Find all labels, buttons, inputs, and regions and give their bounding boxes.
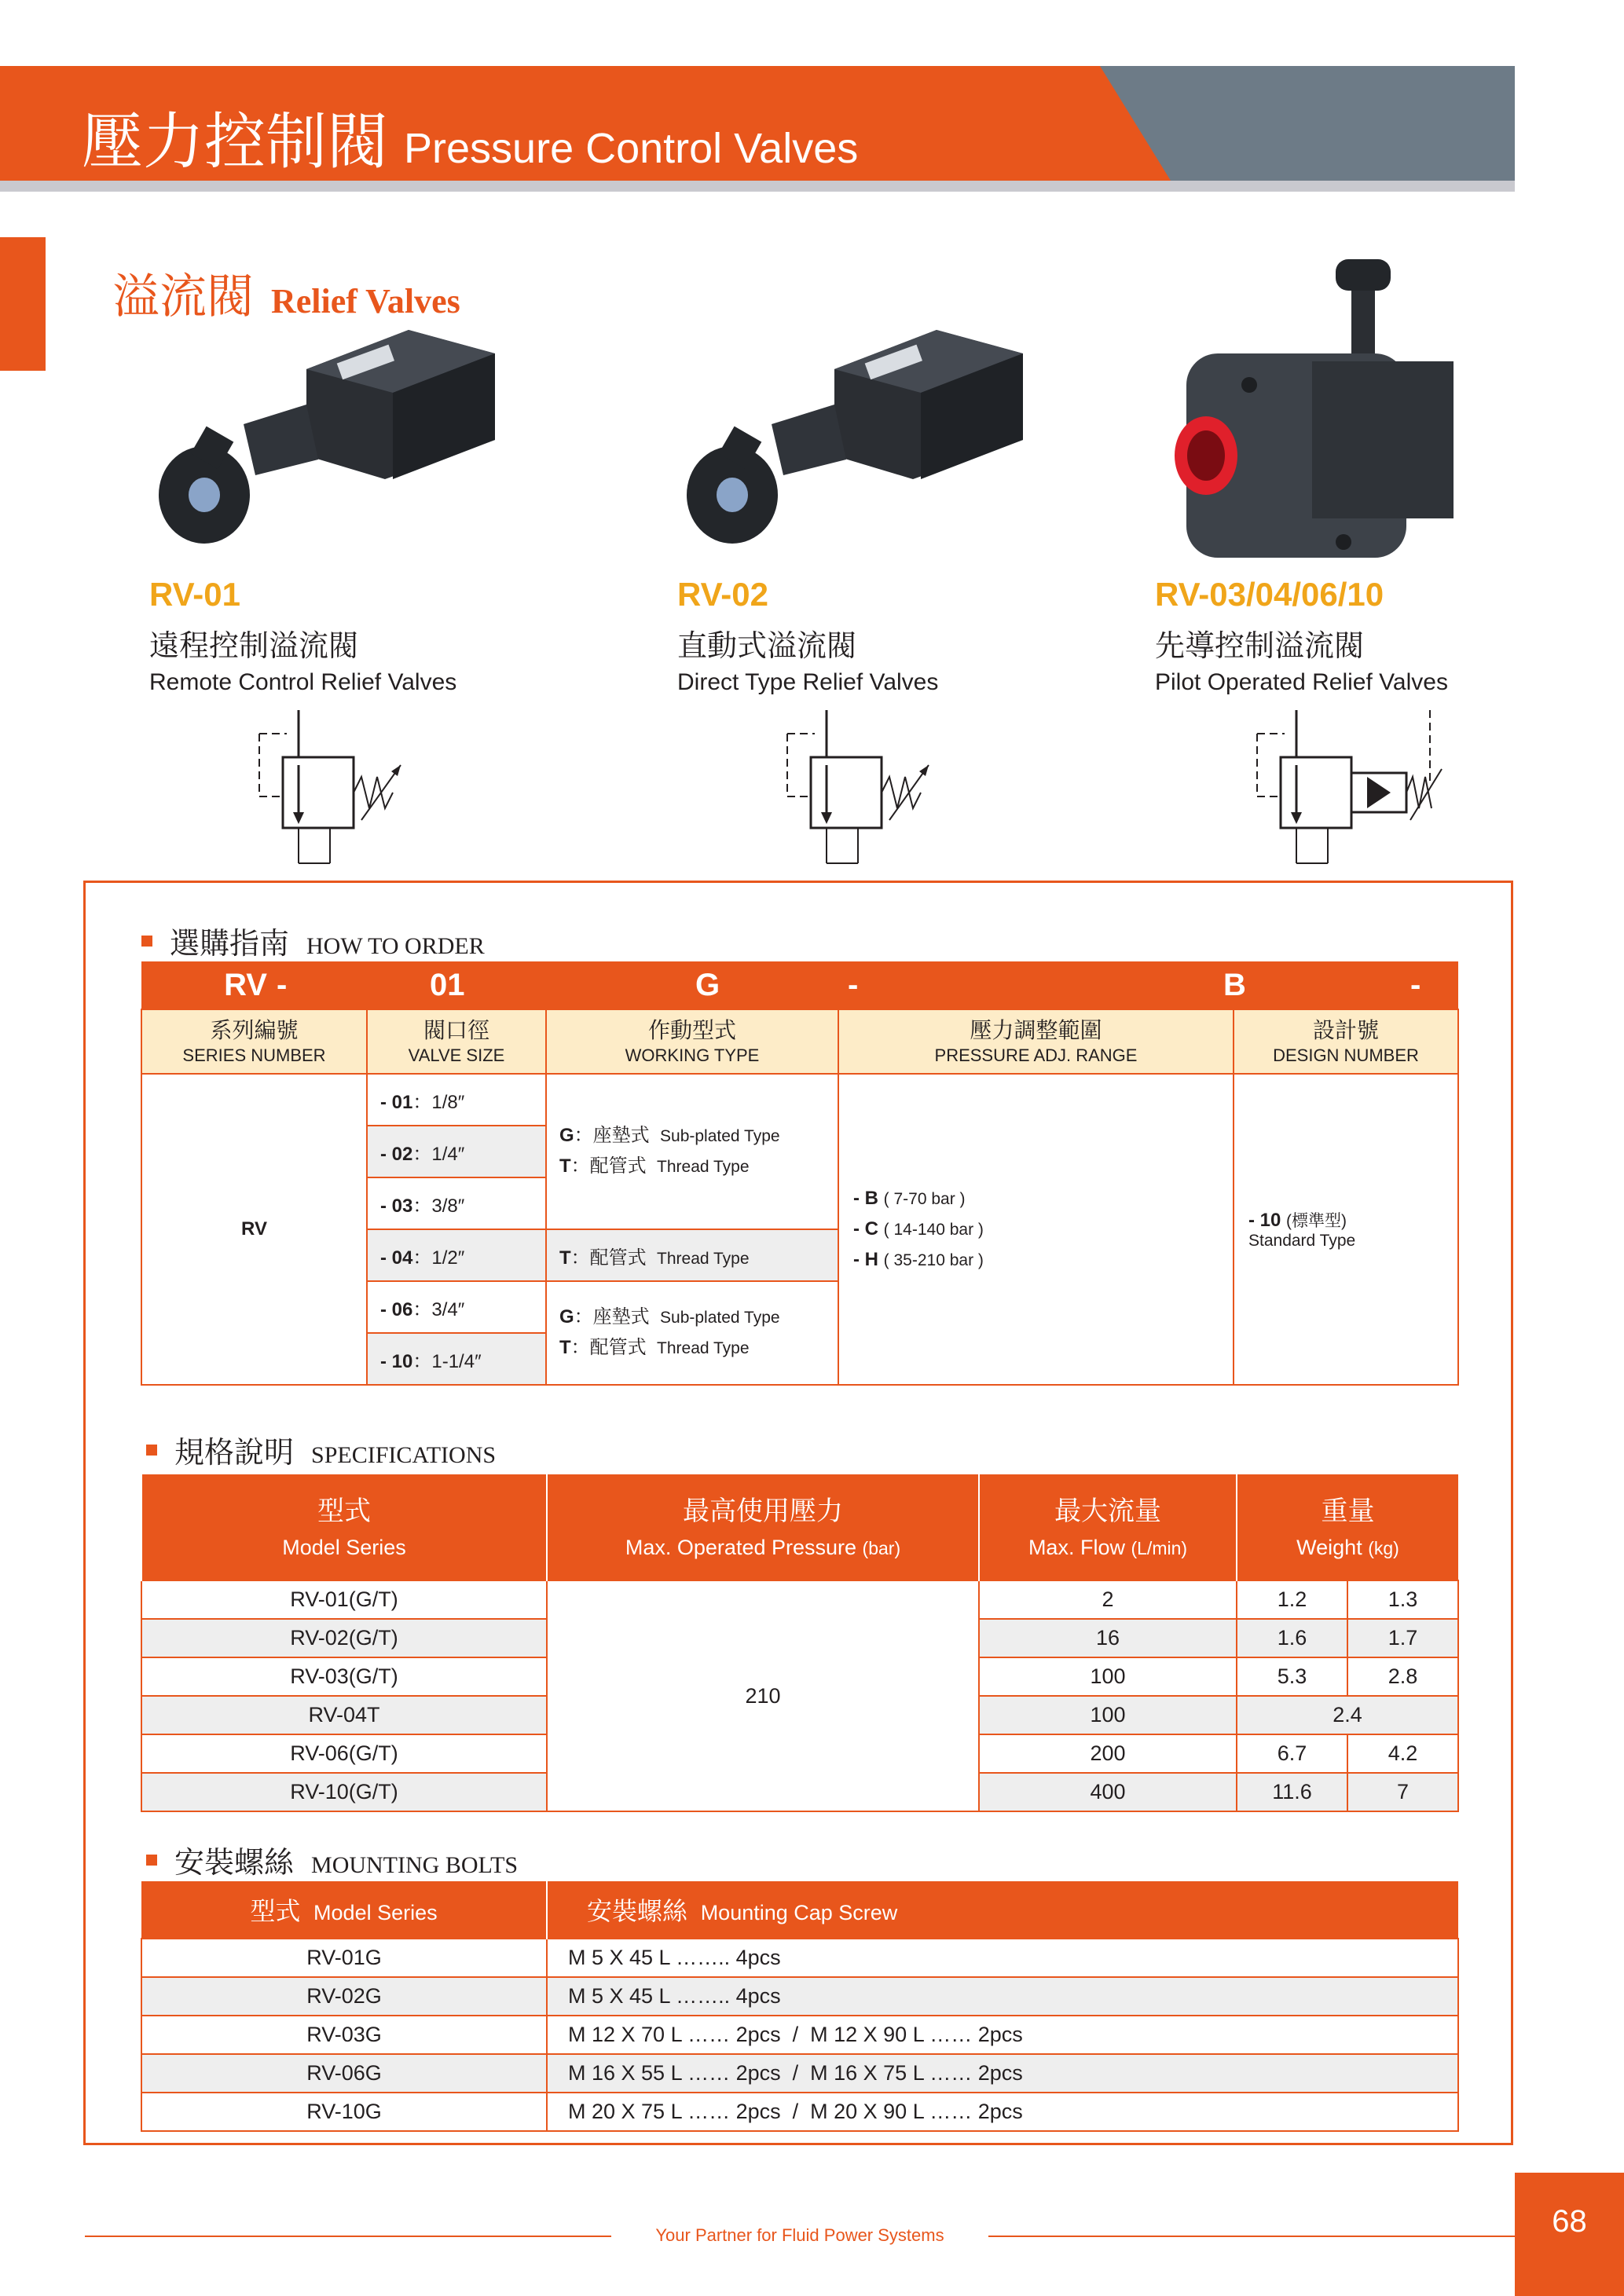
- product-name-cn: 先導控制溢流閥: [1155, 628, 1365, 663]
- label-series: 系列編號 SERIES NUMBER: [141, 1009, 367, 1074]
- spec-col-model: 型式 Model Series: [141, 1474, 547, 1580]
- heading-en: SPECIFICATIONS: [311, 1442, 497, 1468]
- design-option: - 10 (標準型) Standard Type: [1234, 1074, 1458, 1385]
- section-title-cn: 溢流閥: [112, 269, 254, 324]
- side-tab: [0, 237, 46, 371]
- table-row: RV-06(G/T) 200 6.7 4.2: [141, 1734, 1458, 1773]
- table-row: RV-10(G/T) 400 11.6 7: [141, 1773, 1458, 1811]
- code-dash: -: [277, 967, 288, 1002]
- table-row: RV-02G M 5 X 45 L …….. 4pcs: [141, 1977, 1458, 2016]
- order-table: [141, 961, 1548, 1386]
- table-row: RV-06G M 16 X 55 L …… 2pcs / M 16 X 75 L …… 2pcs: [141, 2054, 1458, 2093]
- bolts-table: [141, 1881, 1459, 2132]
- type-options-g-t: G：座墊式 Sub-plated Type T：配管式 Thread Type: [546, 1074, 838, 1229]
- code-pressure: B: [1223, 967, 1246, 1002]
- heading-en: MOUNTING BOLTS: [311, 1852, 519, 1878]
- header-rule: [0, 181, 1515, 192]
- valve-rv03-photo-icon: [1155, 236, 1516, 566]
- table-row: RV-03(G/T) 100 5.3 2.8: [141, 1657, 1458, 1696]
- bullet-square-icon: [146, 1855, 157, 1866]
- spec-col-weight: 重量 Weight (kg): [1237, 1474, 1458, 1580]
- hydraulic-symbol-icon: [740, 710, 944, 867]
- heading-cn: 規格說明: [174, 1435, 295, 1470]
- code-dash: -: [1410, 967, 1421, 1002]
- hydraulic-symbol-icon: [1210, 710, 1446, 867]
- hydraulic-symbol-icon: [212, 710, 416, 867]
- size-option: - 04：1/2″: [367, 1229, 546, 1281]
- heading-en: HOW TO ORDER: [306, 933, 485, 959]
- heading-cn: 選購指南: [170, 926, 290, 961]
- product-code: RV-02: [677, 576, 768, 613]
- series-value: RV: [141, 1074, 367, 1385]
- code-series: RV: [224, 967, 267, 1002]
- label-design: 設計號 DESIGN NUMBER: [1234, 1009, 1458, 1074]
- spec-table: [141, 1474, 1459, 1812]
- product-name-en: Direct Type Relief Valves: [677, 669, 939, 695]
- type-options-g-t: G：座墊式 Sub-plated Type T：配管式 Thread Type: [546, 1281, 838, 1385]
- code-type: G: [695, 967, 720, 1002]
- order-code-row: [141, 961, 1458, 1009]
- table-row: RV-02(G/T) 16 1.6 1.7: [141, 1619, 1458, 1657]
- spec-header-row: [141, 1474, 1458, 1580]
- page-title-en: Pressure Control Valves: [404, 125, 859, 172]
- spec-pressure-value: 210: [547, 1580, 979, 1811]
- product-name-en: Pilot Operated Relief Valves: [1155, 669, 1448, 695]
- label-pressure: 壓力調整範圍 PRESSURE ADJ. RANGE: [838, 1009, 1234, 1074]
- size-option: - 03：3/8″: [367, 1177, 546, 1229]
- section-title-en: Relief Valves: [271, 282, 460, 320]
- bullet-square-icon: [141, 936, 152, 947]
- code-size: 01: [430, 967, 465, 1002]
- type-option-t: T：配管式 Thread Type: [546, 1229, 838, 1281]
- size-option: - 01：1/8″: [367, 1074, 546, 1126]
- table-row: RV-01(G/T) 210 2 1.2 1.3: [141, 1580, 1458, 1619]
- table-row: RV-10G M 20 X 75 L …… 2pcs / M 20 X 90 L …… 2pcs: [141, 2093, 1458, 2131]
- bolts-col-screw: 安裝螺絲 Mounting Cap Screw: [547, 1881, 1458, 1939]
- valve-rv02-photo-icon: [677, 236, 1039, 566]
- heading-cn: 安裝螺絲: [174, 1845, 295, 1880]
- spec-col-pressure: 最高使用壓力 Max. Operated Pressure (bar): [547, 1474, 979, 1580]
- mounting-bolts-heading: [146, 1838, 518, 1881]
- valve-rv01-photo-icon: [149, 236, 511, 566]
- label-type: 作動型式 WORKING TYPE: [546, 1009, 838, 1074]
- header-gray-wedge: [1100, 66, 1515, 181]
- how-to-order-heading: [141, 919, 485, 962]
- product-code: RV-01: [149, 576, 240, 613]
- page-number: 68: [1515, 2173, 1624, 2296]
- specifications-heading: [146, 1428, 496, 1471]
- footer-rule-left: [85, 2236, 611, 2237]
- product-name-cn: 直動式溢流閥: [677, 628, 857, 663]
- page-title: [82, 93, 859, 178]
- product-name-cn: 遠程控制溢流閥: [149, 628, 359, 663]
- table-row: RV-04T 100 2.4: [141, 1696, 1458, 1734]
- size-option: - 10：1-1/4″: [367, 1333, 546, 1385]
- bullet-square-icon: [146, 1445, 157, 1456]
- order-label-row: [141, 1009, 1458, 1074]
- footer-tagline: Your Partner for Fluid Power Systems: [655, 2225, 944, 2245]
- bolts-header-row: [141, 1881, 1458, 1939]
- footer-rule-right: [988, 2236, 1515, 2237]
- product-code: RV-03/04/06/10: [1155, 576, 1384, 613]
- product-rv03: [1155, 236, 1595, 871]
- table-row: RV-03G M 12 X 70 L …… 2pcs / M 12 X 90 L …… 2pcs: [141, 2016, 1458, 2054]
- product-name-en: Remote Control Relief Valves: [149, 669, 457, 695]
- page-title-cn: 壓力控制閥: [82, 107, 389, 178]
- size-option: - 02：1/4″: [367, 1126, 546, 1177]
- pressure-options: - B ( 7-70 bar ) - C ( 14-140 bar ) - H ( 35-210 bar ): [838, 1074, 1234, 1385]
- product-rv02: [677, 236, 1117, 871]
- bolts-col-model: 型式 Model Series: [141, 1881, 547, 1939]
- table-row: RV-01G M 5 X 45 L …….. 4pcs: [141, 1939, 1458, 1977]
- size-option: - 06：3/4″: [367, 1281, 546, 1333]
- code-dash: -: [848, 967, 859, 1002]
- product-rv01: [149, 236, 589, 871]
- code-design: 10: [1512, 967, 1548, 1002]
- label-size: 閥口徑 VALVE SIZE: [367, 1009, 546, 1074]
- spec-col-flow: 最大流量 Max. Flow (L/min): [979, 1474, 1237, 1580]
